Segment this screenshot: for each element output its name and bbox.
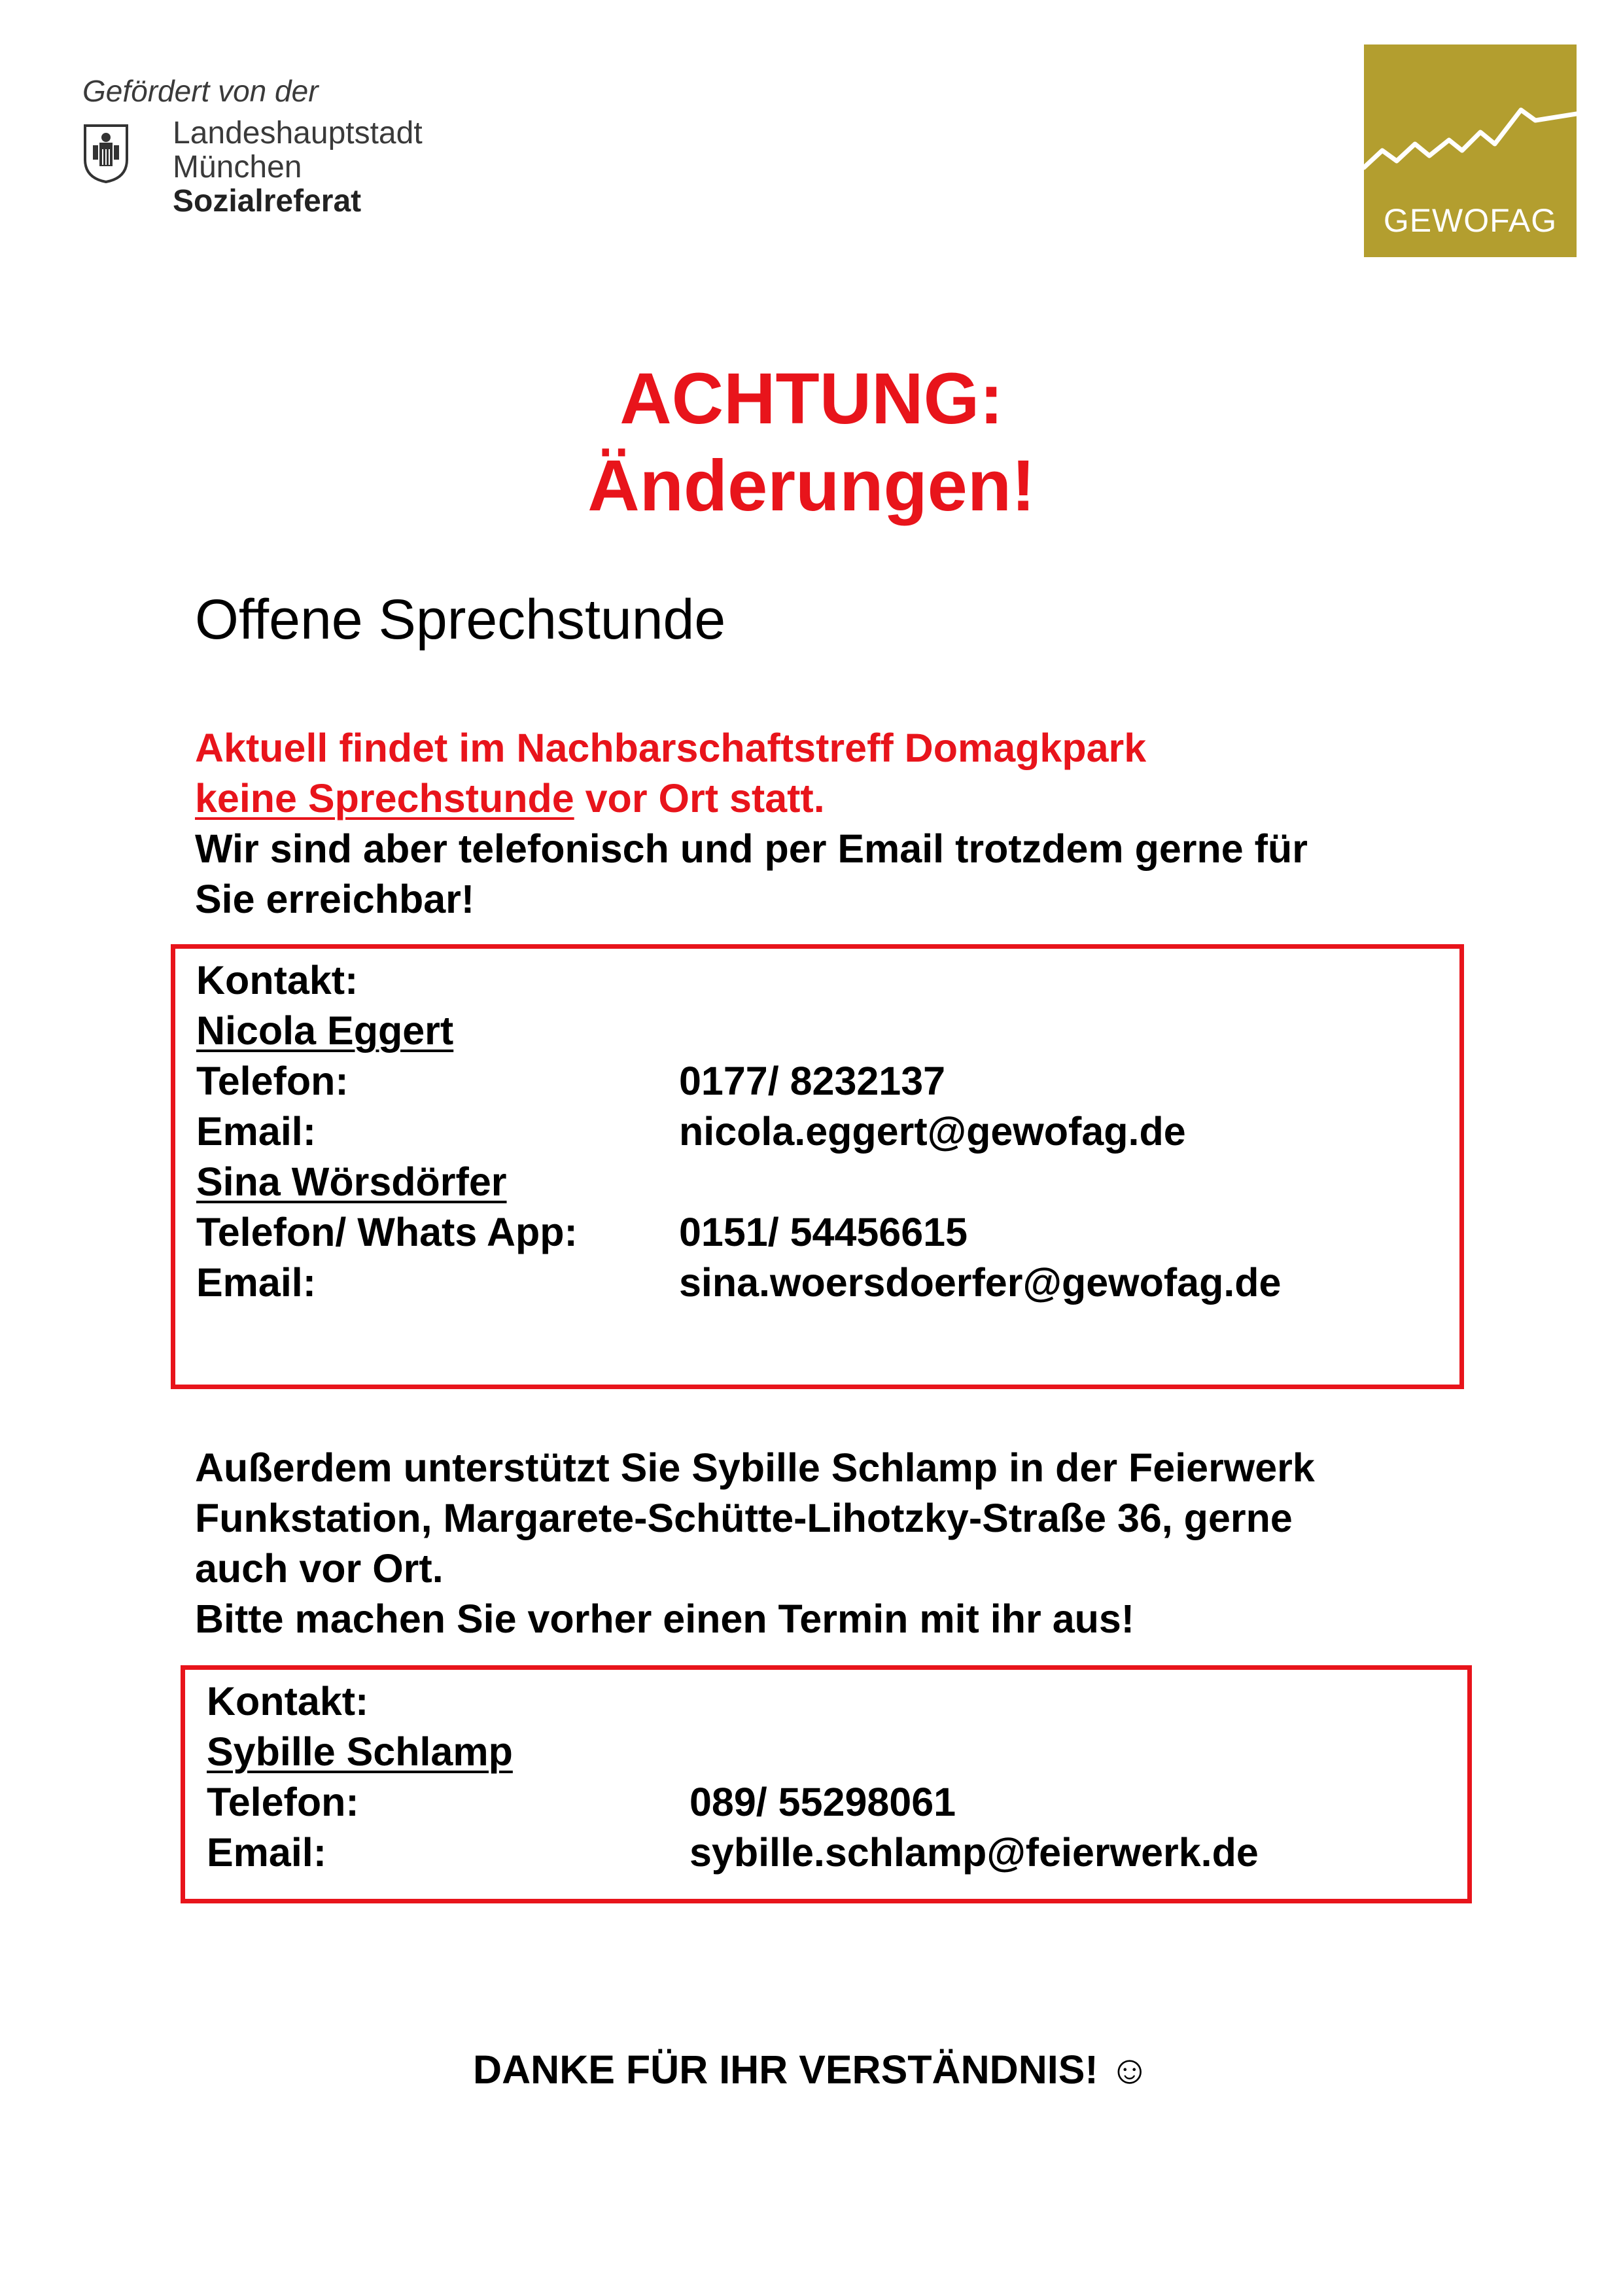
- section-title: Offene Sprechstunde: [195, 588, 726, 651]
- contact-name-sybille: Sybille Schlamp: [207, 1729, 513, 1774]
- email-label: Email:: [207, 1830, 327, 1875]
- intro-red-line-2: [195, 773, 1308, 824]
- contact-heading: Kontakt:: [207, 1679, 369, 1723]
- city-line-1: Landeshauptstadt: [173, 116, 423, 150]
- munich-crest-icon: [82, 123, 130, 183]
- phone-value-nicola[interactable]: 0177/ 8232137: [679, 1059, 946, 1103]
- city-line-3: Sozialreferat: [173, 184, 362, 219]
- contact-name-nicola: Nicola Eggert: [196, 1008, 454, 1053]
- phone-label: Telefon:: [207, 1780, 359, 1824]
- intro-red-line-2-rest: vor Ort statt.: [574, 776, 825, 821]
- phone-whatsapp-label: Telefon/ Whats App:: [196, 1210, 578, 1254]
- intro-paragraph: [195, 723, 1308, 925]
- feierwerk-line-1: Außerdem unterstützt Sie Sybille Schlamp in der Feierwerk: [195, 1445, 1315, 1490]
- city-line-2: München: [173, 150, 302, 185]
- gewofag-logo-text: GEWOFAG: [1383, 202, 1558, 239]
- intro-red-line-1: Aktuell findet im Nachbarschaftstreff Domagkpark: [195, 726, 1147, 770]
- email-value-sina[interactable]: sina.woersdoerfer@gewofag.de: [679, 1260, 1282, 1305]
- city-department-block: [173, 116, 423, 219]
- sponsor-line: Gefördert von der: [82, 74, 319, 108]
- phone-value-sybille[interactable]: 089/ 55298061: [689, 1780, 956, 1824]
- contact-heading: Kontakt:: [196, 958, 358, 1002]
- intro-line-4: Sie erreichbar!: [195, 877, 475, 921]
- feierwerk-line-2: Funkstation, Margarete-Schütte-Lihotzky-Straße 36, gerne: [195, 1496, 1293, 1540]
- phone-label: Telefon:: [196, 1059, 349, 1103]
- contact-name-sina: Sina Wörsdörfer: [196, 1159, 507, 1204]
- email-value-sybille[interactable]: sybille.schlamp@feierwerk.de: [689, 1830, 1259, 1875]
- feierwerk-paragraph: [195, 1443, 1315, 1644]
- intro-line-3: Wir sind aber telefonisch und per Email trotzdem gerne für: [195, 826, 1308, 871]
- email-value-nicola[interactable]: nicola.eggert@gewofag.de: [679, 1109, 1186, 1154]
- email-label: Email:: [196, 1260, 317, 1305]
- headline-line-1: ACHTUNG:: [620, 359, 1003, 439]
- gewofag-logo: [1364, 44, 1577, 257]
- phone-value-sina[interactable]: 0151/ 54456615: [679, 1210, 968, 1254]
- headline-line-2: Änderungen!: [587, 446, 1036, 526]
- email-label: Email:: [196, 1109, 317, 1154]
- no-consultation-emphasis: keine Sprechstunde: [195, 776, 574, 821]
- feierwerk-line-3: auch vor Ort.: [195, 1546, 444, 1591]
- feierwerk-line-4: Bitte machen Sie vorher einen Termin mit ihr aus!: [195, 1597, 1135, 1641]
- closing-thanks: DANKE FÜR IHR VERSTÄNDNIS! ☺: [473, 2047, 1150, 2092]
